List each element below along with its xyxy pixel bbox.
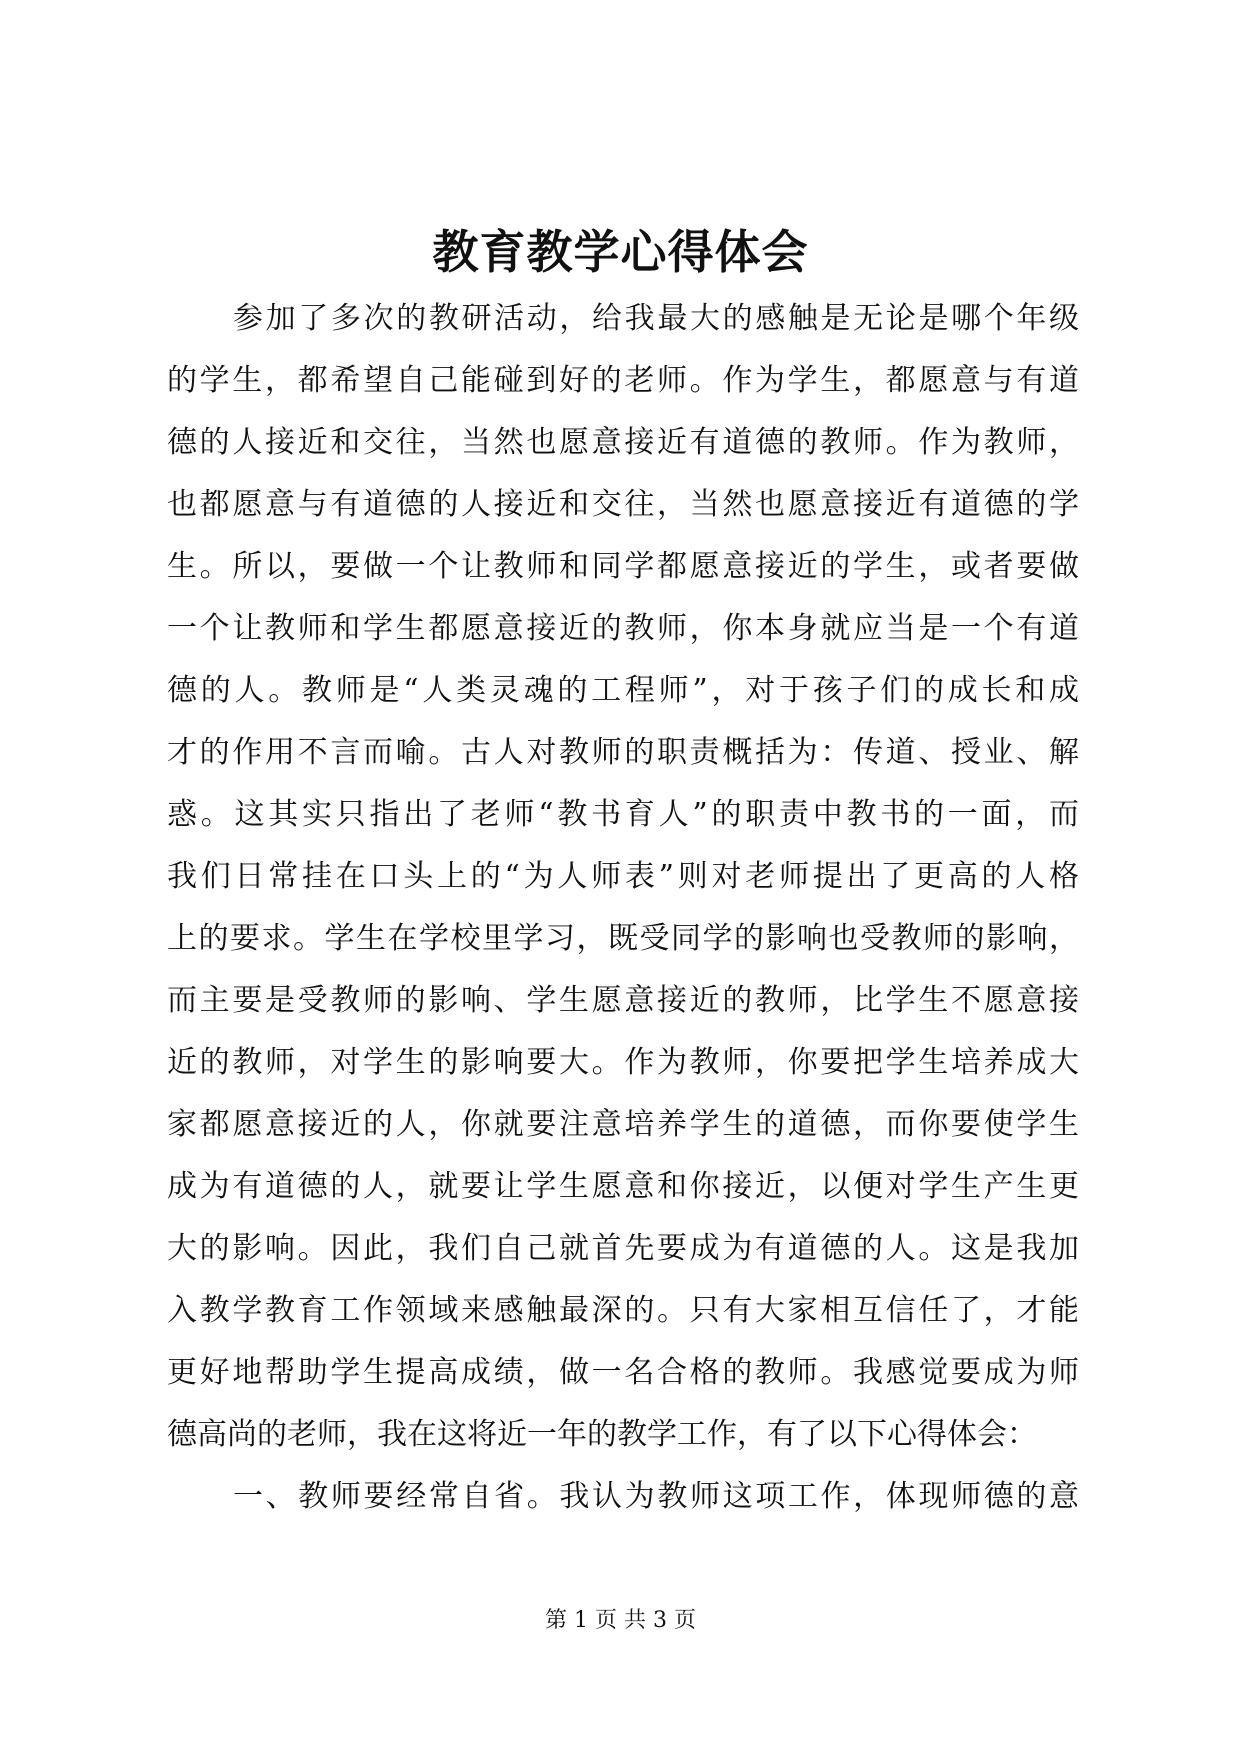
paragraph-line: 德高尚的老师，我在这将近一年的教学工作，有了以下心得体会： [167, 1417, 1037, 1452]
paragraph-line: 大的影响。因此，我们自己就首先要成为有道德的人。这是我加 [167, 1231, 1079, 1266]
paragraph-line: 入教学教育工作领域来感触最深的。只有大家相互信任了，才能 [167, 1293, 1079, 1328]
page-number-footer: 第 1 页 共 3 页 [545, 1608, 696, 1633]
paragraph-line: 德的人。教师是“人类灵魂的工程师”，对于孩子们的成长和成 [167, 673, 1079, 708]
paragraph-line: 德的人接近和交往，当然也愿意接近有道德的教师。作为教师， [167, 425, 1079, 460]
paragraph-line: 我们日常挂在口头上的“为人师表”则对老师提出了更高的人格 [167, 859, 1079, 894]
document-body [167, 288, 1079, 1528]
paragraph-line: 一、教师要经常自省。我认为教师这项工作，体现师德的意 [233, 1479, 1079, 1514]
paragraph-line: 成为有道德的人，就要让学生愿意和你接近，以便对学生产生更 [167, 1169, 1079, 1204]
paragraph-line: 而主要是受教师的影响、学生愿意接近的教师，比学生不愿意接 [167, 983, 1079, 1018]
paragraph-line: 参加了多次的教研活动，给我最大的感触是无论是哪个年级 [233, 301, 1079, 336]
paragraph-line: 才的作用不言而喻。古人对教师的职责概括为：传道、授业、解 [167, 735, 1079, 770]
paragraph-line: 家都愿意接近的人，你就要注意培养学生的道德，而你要使学生 [167, 1107, 1079, 1142]
paragraph-line: 更好地帮助学生提高成绩，做一名合格的教师。我感觉要成为师 [167, 1355, 1079, 1390]
paragraph-line: 一个让教师和学生都愿意接近的教师，你本身就应当是一个有道 [167, 611, 1079, 646]
paragraph-line: 惑。这其实只指出了老师“教书育人”的职责中教书的一面，而 [167, 797, 1079, 832]
paragraph-line: 的学生，都希望自己能碰到好的老师。作为学生，都愿意与有道 [167, 363, 1079, 398]
document-title: 教育教学心得体会 [432, 225, 809, 279]
paragraph-line: 上的要求。学生在学校里学习，既受同学的影响也受教师的影响， [167, 921, 1079, 956]
paragraph-line: 近的教师，对学生的影响要大。作为教师，你要把学生培养成大 [167, 1045, 1079, 1080]
paragraph-line: 生。所以，要做一个让教师和同学都愿意接近的学生，或者要做 [167, 549, 1079, 584]
paragraph-line: 也都愿意与有道德的人接近和交往，当然也愿意接近有道德的学 [167, 487, 1079, 522]
